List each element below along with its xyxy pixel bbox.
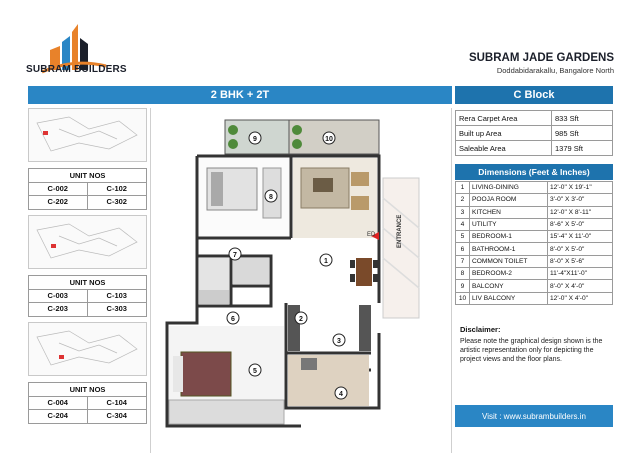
room-size: 12'-0" X 8'-11"	[548, 206, 613, 218]
room-name: BALCONY	[470, 280, 548, 292]
table-row	[456, 231, 613, 243]
ed-label: ED	[367, 232, 376, 238]
project-title: SUBRAM JADE GARDENS	[468, 52, 614, 64]
unit-no: C-103	[88, 290, 147, 303]
unit-no: C-204	[29, 410, 88, 423]
key-plan-thumbnail	[28, 215, 147, 269]
unit-nos-header: UNIT NOS	[28, 168, 147, 182]
disclaimer-title: Disclaimer:	[460, 325, 501, 334]
room-name: LIVING-DINING	[470, 182, 548, 194]
unit-nos-grid	[28, 396, 147, 424]
area-label: Rera Carpet Area	[456, 111, 552, 126]
table-row	[456, 218, 613, 230]
room-no: 6	[456, 243, 470, 255]
area-row	[456, 141, 613, 156]
room-no: 7	[456, 255, 470, 267]
room-name: UTILITY	[470, 218, 548, 230]
room-number: 10	[325, 136, 333, 143]
room-number: 4	[339, 391, 343, 398]
floor-plan-drawing	[151, 108, 453, 453]
table-row	[456, 243, 613, 255]
unit-no: C-302	[106, 197, 127, 206]
table-row	[456, 255, 613, 267]
block-bar: C Block	[455, 86, 613, 104]
room-size: 12'-0" X 4'-0"	[548, 292, 613, 304]
dimensions-header: Dimensions (Feet & Inches)	[455, 164, 613, 180]
area-value: 985 Sft	[552, 126, 613, 141]
room-no: 10	[456, 292, 470, 304]
room-number: 3	[337, 338, 341, 345]
area-label: Saleable Area	[456, 141, 552, 156]
room-no: 5	[456, 231, 470, 243]
room-no: 3	[456, 206, 470, 218]
unit-type-bar: 2 BHK + 2T	[28, 86, 452, 104]
room-no: 1	[456, 182, 470, 194]
website-link[interactable]: Visit : www.subrambuilders.in	[455, 405, 613, 427]
area-value: 1379 Sft	[552, 141, 613, 156]
room-size: 3'-0" X 3'-0"	[548, 194, 613, 206]
room-number: 7	[233, 252, 237, 259]
unit-no: C-303	[106, 304, 127, 313]
room-size: 11'-4"X11'-0"	[548, 268, 613, 280]
unit-no: C-102	[88, 183, 147, 196]
unit-nos-header: UNIT NOS	[28, 275, 147, 289]
table-row	[456, 194, 613, 206]
area-table	[455, 110, 613, 156]
room-number: 2	[299, 316, 303, 323]
unit-block-1	[28, 108, 147, 210]
table-row	[456, 268, 613, 280]
room-name: BEDROOM-2	[470, 268, 548, 280]
table-row	[456, 206, 613, 218]
room-name: COMMON TOILET	[470, 255, 548, 267]
room-number: 6	[231, 316, 235, 323]
unit-nos-grid	[28, 182, 147, 210]
brand-name: SUBRAM BUILDERS	[26, 64, 127, 75]
area-row	[456, 126, 613, 141]
room-number: 1	[324, 258, 328, 265]
unit-block-2	[28, 215, 147, 317]
room-number: 5	[253, 368, 257, 375]
room-size: 12'-0" X 19'-1"	[548, 182, 613, 194]
unit-no: C-203	[29, 303, 88, 316]
room-size: 8'-6" X 5'-0"	[548, 218, 613, 230]
unit-no: C-002	[29, 183, 88, 196]
room-no: 8	[456, 268, 470, 280]
entrance-label: ENTRANCE	[397, 214, 403, 248]
table-row	[456, 292, 613, 304]
key-plan-thumbnail	[28, 322, 147, 376]
dimensions-table	[455, 181, 613, 305]
unit-block-3	[28, 322, 147, 424]
room-no: 2	[456, 194, 470, 206]
disclaimer-text: Please note the graphical design shown is the artistic representation only for depicting the project views and the floor plans.	[460, 338, 603, 363]
room-size: 8'-0" X 5'-6"	[548, 255, 613, 267]
project-location: Doddabidarakallu, Bangalore North	[496, 66, 614, 75]
floor-plan	[150, 108, 452, 453]
unit-nos-grid	[28, 289, 147, 317]
unit-no: C-304	[106, 411, 127, 420]
area-row	[456, 111, 613, 126]
room-name: POOJA ROOM	[470, 194, 548, 206]
room-no: 4	[456, 218, 470, 230]
table-row	[456, 182, 613, 194]
room-name: BEDROOM-1	[470, 231, 548, 243]
table-row	[456, 280, 613, 292]
unit-no: C-003	[29, 290, 88, 303]
room-name: BATHROOM-1	[470, 243, 548, 255]
unit-no: C-104	[88, 397, 147, 410]
key-plan-thumbnail	[28, 108, 147, 162]
room-size: 8'-0" X 5'-0"	[548, 243, 613, 255]
room-number: 9	[253, 136, 257, 143]
room-size: 8'-0" X 4'-0"	[548, 280, 613, 292]
room-number: 8	[269, 194, 273, 201]
unit-no: C-202	[29, 196, 88, 209]
area-label: Built up Area	[456, 126, 552, 141]
room-no: 9	[456, 280, 470, 292]
room-name: LIV BALCONY	[470, 292, 548, 304]
unit-no: C-004	[29, 397, 88, 410]
area-value: 833 Sft	[552, 111, 613, 126]
room-size: 15'-4" X 11'-0"	[548, 231, 613, 243]
room-name: KITCHEN	[470, 206, 548, 218]
unit-nos-header: UNIT NOS	[28, 382, 147, 396]
